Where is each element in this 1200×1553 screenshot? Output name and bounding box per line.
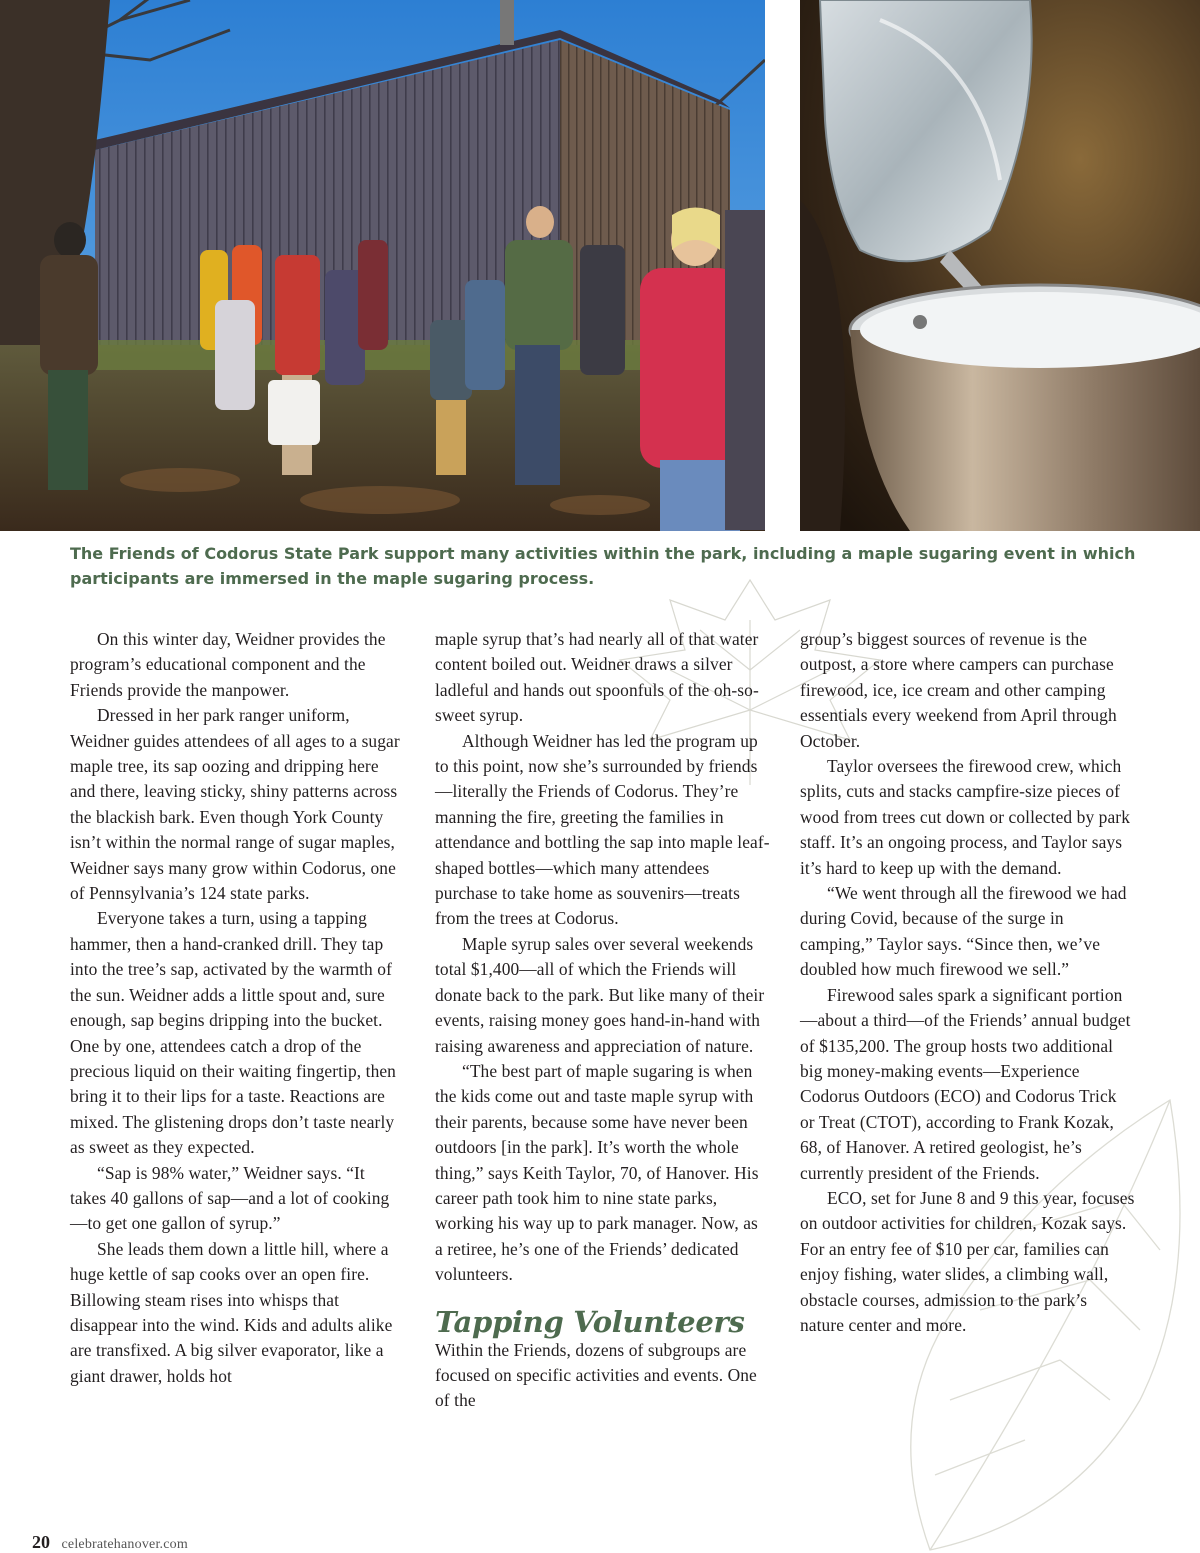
- paragraph: Taylor oversees the firewood crew, which splits, cuts and stacks campfire-size pieces of wood from trees cut down or collected by park staff. It’s an ongoing process, and Taylor says it’s hard to keep up with the demand.: [800, 756, 1130, 878]
- site-url: celebratehanover.com: [61, 1537, 188, 1552]
- paragraph: Firewood sales spark a significant portion—about a third—of the Friends’ annual budget of $135,200. The group hosts two additional big money-making events—Experience Codorus Outdoors (ECO) and Codorus Trick or Treat (CTOT), according to Frank Kozak, 68, of Hanover. A retired geologist, he’s currently president of the Friends.: [800, 984, 1131, 1183]
- text-column-3: [800, 627, 1135, 1338]
- people-by-sugarhouse-photo: [0, 0, 765, 531]
- page-footer: [32, 1534, 188, 1553]
- paragraph: Maple syrup sales over several weekends total $1,400—all of which the Friends will donate back to the park. But like many of their events, raising money goes hand-in-hand with raising awareness and appreciation of nature.: [435, 933, 765, 1056]
- paragraph: Everyone takes a turn, using a tapping hammer, then a hand-cranked drill. They tap into the tree’s sap, activated by the warmth of the sun. Weidner adds a little spout and, sure enough, sap begins dripping into the bucket. One by one, attendees catch a drop of the precious liquid on their waiting fingertip, then bring it to their lips for a taste. Reactions are mixed. The glistening drops don’t taste nearly as sweet as they expected.: [70, 908, 396, 1158]
- section-subheading: Tapping Volunteers: [435, 1304, 745, 1339]
- paragraph: Although Weidner has led the program up to this point, now she’s surrounded by friends—literally the Friends of Codorus. They’re manning the fire, greeting the families in attendance and bottling the sap into maple leaf-shaped bottles—which many attendees purchase to take home as souvenirs—treats from the trees at Codorus.: [435, 730, 770, 929]
- paragraph: group’s biggest sources of revenue is the outpost, a store where campers can purchase firewood, ice, ice cream and other camping essentials every weekend from April through October.: [800, 629, 1117, 751]
- paragraph: “The best part of maple sugaring is when the kids come out and taste maple syrup with their parents, because some have never been outdoors [in the park]. It’s worth the whole thing,” says Keith Taylor, 70, of Hanover. His career path took him to nine state parks, working his way up to park manager. Now, as a retiree, he’s one of the Friends’ dedicated volunteers.: [435, 1060, 759, 1285]
- paragraph: On this winter day, Weidner provides the program’s educational component and the Friends provide the manpower.: [70, 629, 386, 700]
- photo-caption: The Friends of Codorus State Park support many activities within the park, including a maple sugaring event in which participants are immersed in the maple sugaring process.: [70, 544, 1136, 588]
- page-number: 20: [32, 1532, 50, 1552]
- paragraph: “Sap is 98% water,” Weidner says. “It takes 40 gallons of sap—and a lot of cooking—to get one gallon of syrup.”: [70, 1162, 390, 1234]
- sap-bucket-illustration: [800, 0, 1200, 531]
- sap-bucket-photo: [800, 0, 1200, 531]
- people-by-sugarhouse-illustration: [0, 0, 765, 531]
- text-column-2: [435, 627, 770, 1414]
- paragraph: “We went through all the firewood we had during Covid, because of the surge in camping,” Taylor says. “Since then, we’ve doubled how much firewood we sell.”: [800, 883, 1127, 980]
- paragraph: Within the Friends, dozens of subgroups are focused on specific activities and events. One of the: [435, 1339, 757, 1411]
- paragraph: ECO, set for June 8 and 9 this year, focuses on outdoor activities for children, Kozak says. For an entry fee of $10 per car, families can enjoy fishing, water slides, a climbing wall, obstacle courses, admission to the park’s nature center and more.: [800, 1187, 1135, 1335]
- paragraph: maple syrup that’s had nearly all of that water content boiled out. Weidner draws a silver ladleful and hands out spoonfuls of the oh-so-sweet syrup.: [435, 629, 759, 726]
- paragraph: She leads them down a little hill, where a huge kettle of sap cooks over an open fire. Billowing steam rises into whisps that disappear into the wind. Kids and adults alike are transfixed. A big silver evaporator, like a giant drawer, holds hot: [70, 1238, 393, 1386]
- text-column-1: [70, 627, 405, 1389]
- paragraph: Dressed in her park ranger uniform, Weidner guides attendees of all ages to a sugar maple tree, its sap oozing and dripping here and there, leaving sticky, shiny patterns across the blackish bark. Even though York County isn’t within the normal range of sugar maples, Weidner says many grow within Codorus, one of Pennsylvania’s 124 state parks.: [70, 705, 400, 904]
